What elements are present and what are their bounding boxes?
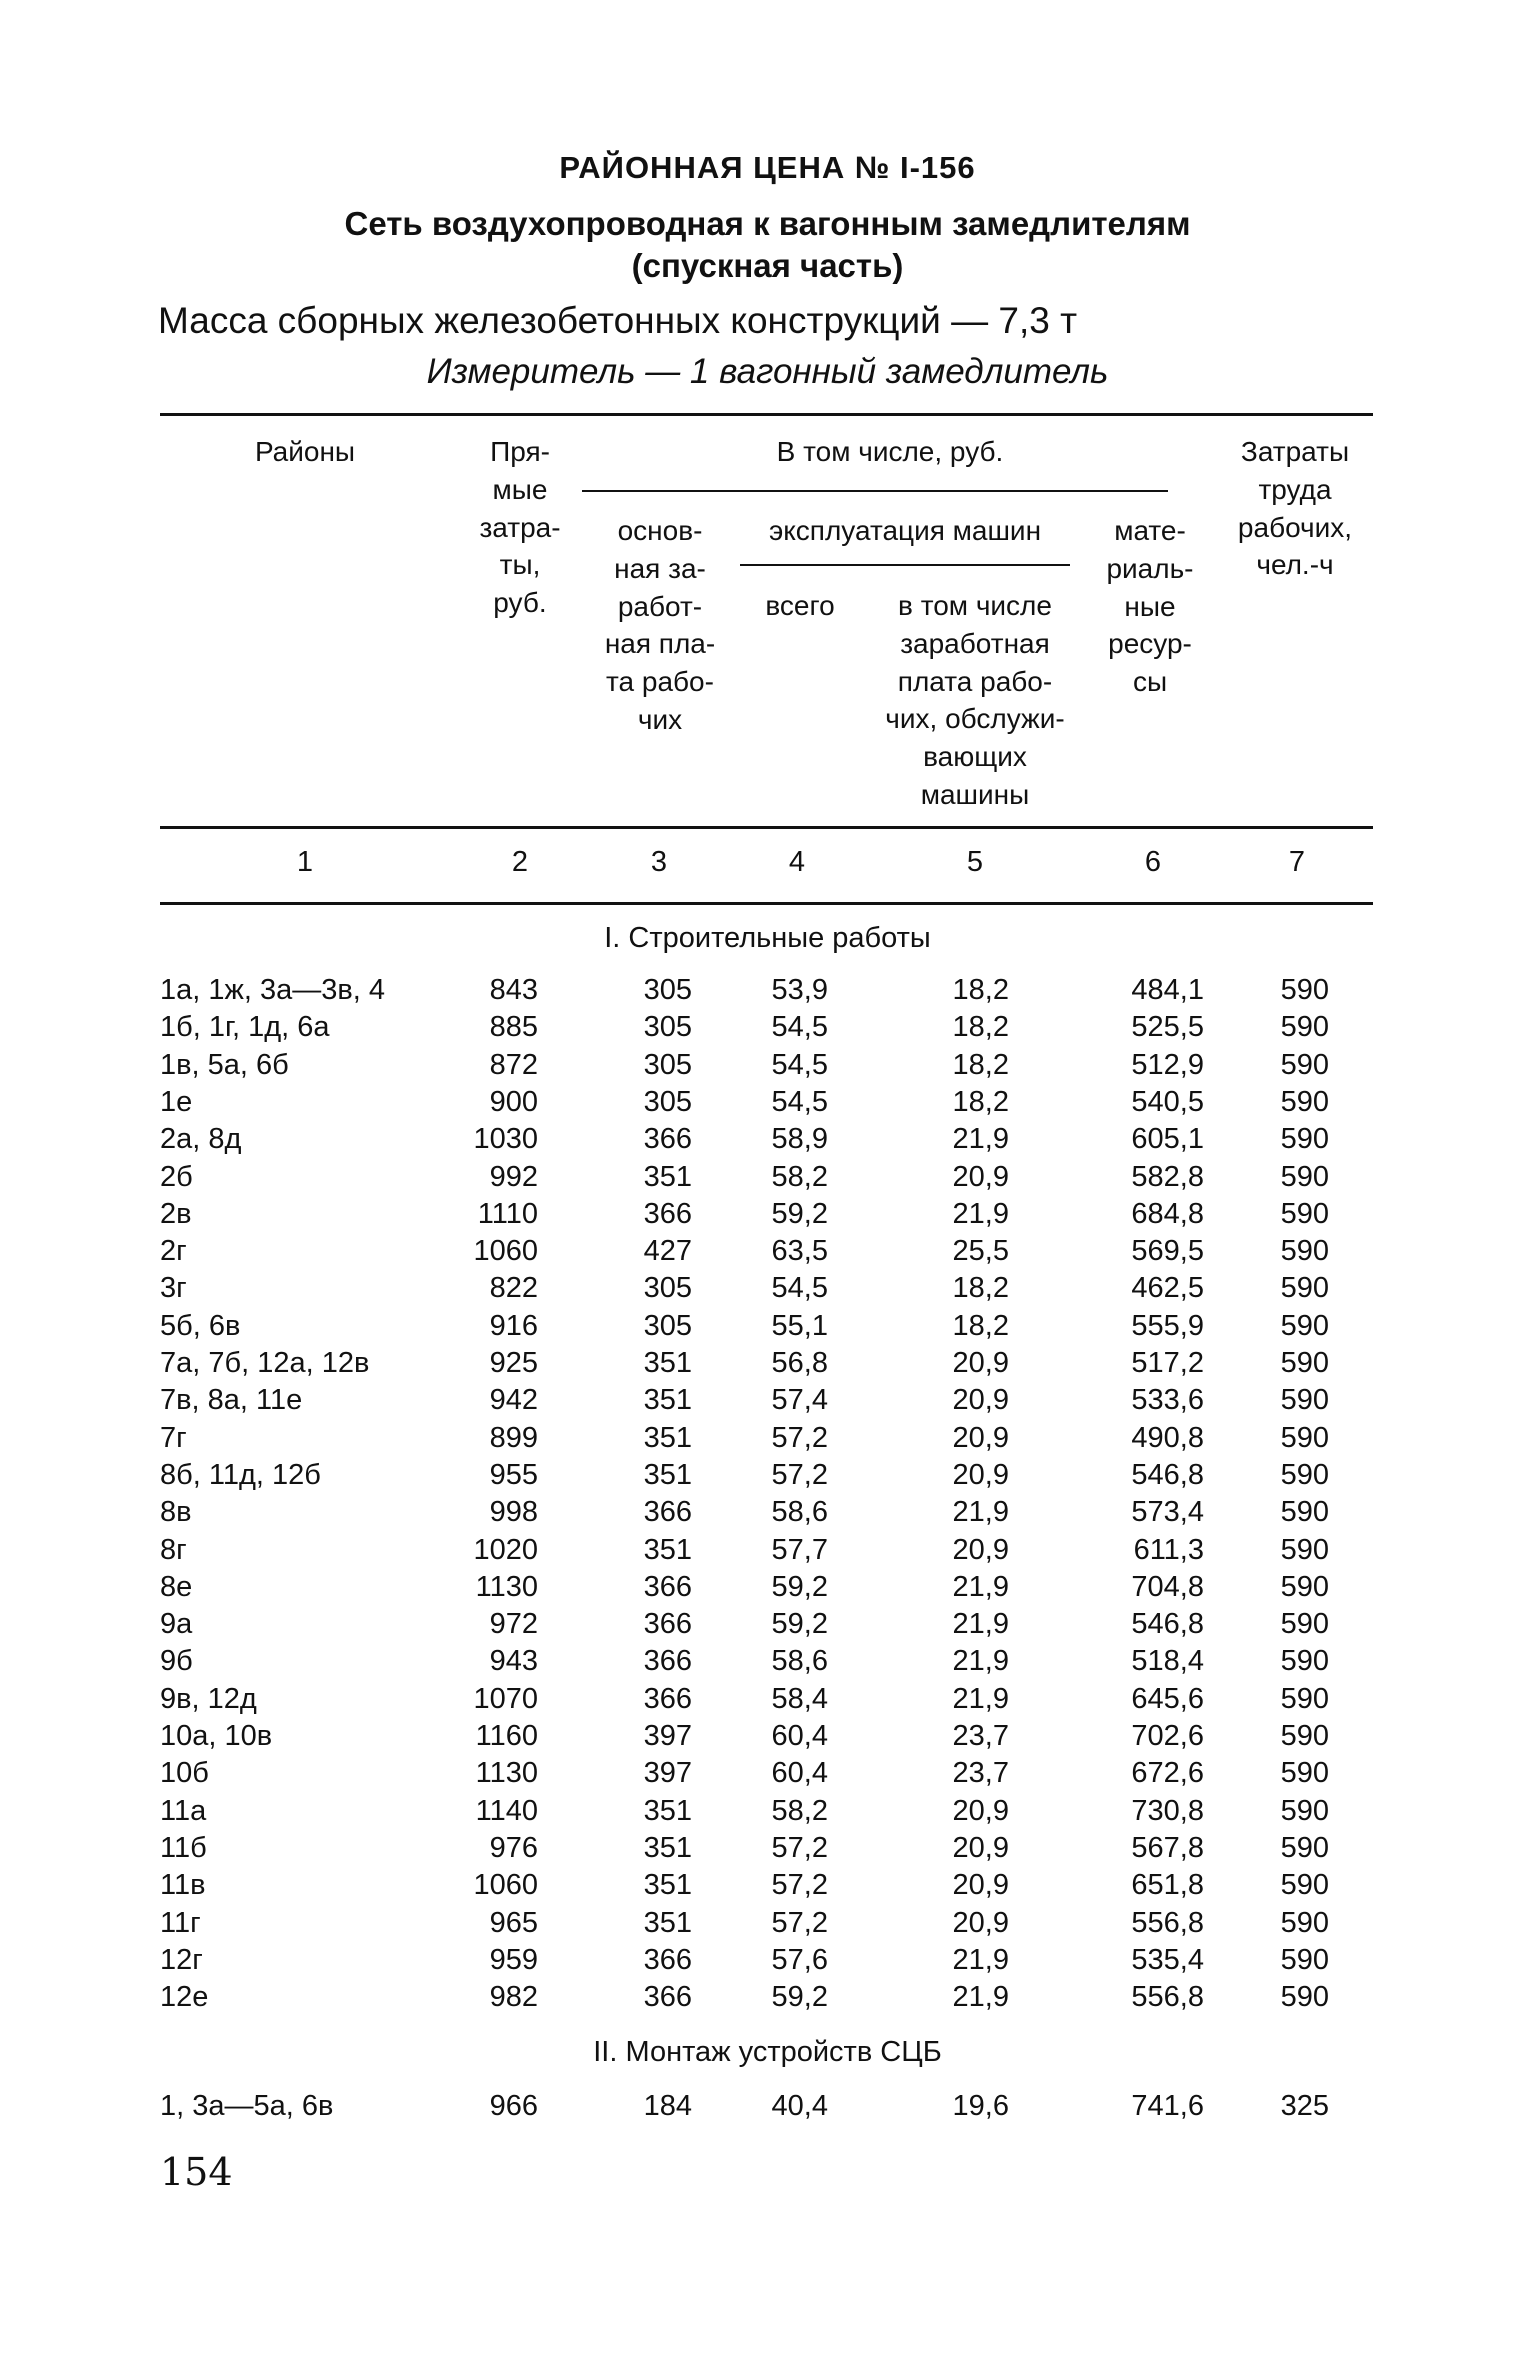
value-cell: 427 bbox=[643, 1235, 692, 1268]
value-cell: 518,4 bbox=[1131, 1645, 1204, 1678]
value-cell: 366 bbox=[643, 1197, 692, 1230]
table-row bbox=[0, 1608, 1535, 1645]
district-cell: 2б bbox=[160, 1160, 193, 1193]
value-cell: 982 bbox=[489, 1981, 538, 2014]
table-row bbox=[0, 1944, 1535, 1981]
table-row bbox=[0, 1683, 1535, 1720]
value-cell: 590 bbox=[1280, 1906, 1329, 1939]
table-row bbox=[0, 1235, 1535, 1272]
value-cell: 872 bbox=[489, 1048, 538, 1081]
value-cell: 590 bbox=[1280, 1533, 1329, 1566]
value-cell: 992 bbox=[489, 1160, 538, 1193]
district-cell: 2а, 8д bbox=[160, 1123, 242, 1156]
value-cell: 590 bbox=[1280, 1794, 1329, 1827]
value-cell: 590 bbox=[1280, 1011, 1329, 1044]
value-cell: 351 bbox=[643, 1347, 692, 1379]
table-row bbox=[0, 1496, 1535, 1533]
value-cell: 21,9 bbox=[952, 1943, 1009, 1976]
district-cell: 8г bbox=[160, 1533, 187, 1566]
table-row bbox=[0, 1310, 1535, 1347]
value-cell: 730,8 bbox=[1131, 1794, 1204, 1827]
document-title-line1: Сеть воздухопроводная к вагонным замедлителям bbox=[344, 205, 1191, 242]
district-cell: 1, 3а—5а, 6в bbox=[160, 2090, 334, 2122]
value-cell: 965 bbox=[489, 1906, 538, 1939]
column-number: 2 bbox=[511, 846, 529, 878]
unit-of-measure: Измеритель — 1 вагонный замедлитель bbox=[426, 352, 1109, 391]
value-cell: 21,9 bbox=[952, 1608, 1009, 1641]
value-cell: 490,8 bbox=[1131, 1421, 1204, 1454]
value-cell: 590 bbox=[1280, 1757, 1329, 1790]
value-cell: 573,4 bbox=[1131, 1496, 1204, 1529]
value-cell: 943 bbox=[489, 1645, 538, 1678]
value-cell: 590 bbox=[1280, 1608, 1329, 1641]
value-cell: 55,1 bbox=[771, 1309, 828, 1342]
value-cell: 23,7 bbox=[952, 1720, 1009, 1752]
value-cell: 955 bbox=[489, 1458, 538, 1491]
value-cell: 18,2 bbox=[952, 1011, 1009, 1044]
table-top-rule bbox=[160, 413, 1373, 416]
value-cell: 57,7 bbox=[771, 1533, 828, 1566]
value-cell: 611,3 bbox=[1133, 1533, 1204, 1566]
table-row bbox=[0, 1869, 1535, 1906]
value-cell: 351 bbox=[643, 1458, 692, 1491]
value-cell: 59,2 bbox=[771, 1197, 828, 1230]
table-row bbox=[0, 974, 1535, 1011]
value-cell: 19,6 bbox=[952, 2090, 1009, 2122]
value-cell: 325 bbox=[1280, 2090, 1329, 2122]
value-cell: 525,5 bbox=[1131, 1011, 1204, 1044]
value-cell: 57,2 bbox=[771, 1906, 828, 1939]
district-cell: 2в bbox=[160, 1197, 192, 1230]
value-cell: 305 bbox=[643, 1011, 692, 1044]
price-number-heading: РАЙОННАЯ ЦЕНА № I-156 bbox=[559, 150, 976, 185]
value-cell: 21,9 bbox=[952, 1197, 1009, 1230]
value-cell: 942 bbox=[489, 1384, 538, 1417]
header-labor: Затраты труда рабочих, чел.-ч bbox=[1237, 436, 1353, 581]
table-row bbox=[0, 2090, 1535, 2127]
value-cell: 462,5 bbox=[1131, 1272, 1204, 1305]
machine-operation-rule bbox=[740, 564, 1070, 566]
value-cell: 672,6 bbox=[1131, 1757, 1204, 1790]
value-cell: 366 bbox=[643, 1496, 692, 1529]
value-cell: 20,9 bbox=[952, 1831, 1009, 1864]
value-cell: 21,9 bbox=[952, 1645, 1009, 1678]
value-cell: 56,8 bbox=[771, 1347, 828, 1379]
value-cell: 21,9 bbox=[952, 1570, 1009, 1603]
district-cell: 1в, 5а, 6б bbox=[160, 1048, 289, 1081]
value-cell: 305 bbox=[643, 1048, 692, 1081]
column-number: 1 bbox=[296, 846, 314, 878]
value-cell: 1140 bbox=[475, 1794, 538, 1827]
value-cell: 590 bbox=[1280, 1309, 1329, 1342]
value-cell: 590 bbox=[1280, 1458, 1329, 1491]
district-cell: 8в bbox=[160, 1496, 192, 1529]
value-cell: 25,5 bbox=[952, 1235, 1009, 1268]
value-cell: 925 bbox=[489, 1347, 538, 1379]
value-cell: 20,9 bbox=[952, 1458, 1009, 1491]
value-cell: 1130 bbox=[475, 1570, 538, 1603]
value-cell: 366 bbox=[643, 1570, 692, 1603]
column-number: 5 bbox=[966, 846, 984, 878]
value-cell: 57,2 bbox=[771, 1869, 828, 1902]
district-cell: 5б, 6в bbox=[160, 1309, 241, 1342]
value-cell: 20,9 bbox=[952, 1906, 1009, 1939]
table-row bbox=[0, 1347, 1535, 1384]
value-cell: 20,9 bbox=[952, 1421, 1009, 1454]
value-cell: 21,9 bbox=[952, 1682, 1009, 1715]
column-numbers-rule bbox=[160, 902, 1373, 905]
value-cell: 590 bbox=[1280, 1943, 1329, 1976]
table-row bbox=[0, 1086, 1535, 1123]
value-cell: 1030 bbox=[473, 1123, 538, 1156]
value-cell: 590 bbox=[1280, 1869, 1329, 1902]
value-cell: 57,2 bbox=[771, 1421, 828, 1454]
value-cell: 1060 bbox=[473, 1869, 538, 1902]
value-cell: 976 bbox=[489, 1831, 538, 1864]
district-cell: 1а, 1ж, 3а—3в, 4 bbox=[160, 974, 386, 1006]
district-cell: 8е bbox=[160, 1570, 193, 1603]
value-cell: 351 bbox=[643, 1160, 692, 1193]
header-districts: Районы bbox=[254, 436, 356, 467]
table-row bbox=[0, 1757, 1535, 1794]
value-cell: 351 bbox=[643, 1794, 692, 1827]
table-row bbox=[0, 1645, 1535, 1682]
value-cell: 998 bbox=[489, 1496, 538, 1529]
value-cell: 590 bbox=[1280, 1570, 1329, 1603]
table-row bbox=[0, 1459, 1535, 1496]
value-cell: 59,2 bbox=[771, 1570, 828, 1603]
header-machine-total: всего bbox=[765, 590, 835, 621]
value-cell: 397 bbox=[643, 1757, 692, 1790]
value-cell: 20,9 bbox=[952, 1160, 1009, 1193]
district-cell: 3г bbox=[160, 1272, 187, 1305]
value-cell: 555,9 bbox=[1131, 1309, 1204, 1342]
district-cell: 11г bbox=[160, 1906, 201, 1939]
value-cell: 54,5 bbox=[771, 1272, 828, 1305]
value-cell: 23,7 bbox=[952, 1757, 1009, 1790]
value-cell: 59,2 bbox=[771, 1981, 828, 2014]
value-cell: 590 bbox=[1280, 1347, 1329, 1379]
table-row bbox=[0, 1049, 1535, 1086]
value-cell: 546,8 bbox=[1131, 1458, 1204, 1491]
table-row bbox=[0, 1534, 1535, 1571]
value-cell: 590 bbox=[1280, 1123, 1329, 1156]
header-bottom-rule bbox=[160, 826, 1373, 829]
value-cell: 822 bbox=[489, 1272, 538, 1305]
district-cell: 2г bbox=[160, 1235, 187, 1268]
district-cell: 1б, 1г, 1д, 6а bbox=[160, 1011, 330, 1044]
value-cell: 18,2 bbox=[952, 1272, 1009, 1305]
value-cell: 1020 bbox=[473, 1533, 538, 1566]
value-cell: 916 bbox=[489, 1309, 538, 1342]
value-cell: 305 bbox=[643, 974, 692, 1006]
value-cell: 590 bbox=[1280, 1496, 1329, 1529]
value-cell: 684,8 bbox=[1131, 1197, 1204, 1230]
value-cell: 57,2 bbox=[771, 1831, 828, 1864]
value-cell: 366 bbox=[643, 1981, 692, 2014]
column-number: 6 bbox=[1144, 846, 1162, 878]
value-cell: 351 bbox=[643, 1869, 692, 1902]
value-cell: 21,9 bbox=[952, 1496, 1009, 1529]
value-cell: 546,8 bbox=[1131, 1608, 1204, 1641]
table-row bbox=[0, 1795, 1535, 1832]
value-cell: 40,4 bbox=[771, 2090, 828, 2122]
table-row bbox=[0, 1198, 1535, 1235]
value-cell: 885 bbox=[489, 1011, 538, 1044]
district-cell: 12г bbox=[160, 1943, 203, 1976]
district-cell: 11а bbox=[160, 1794, 207, 1827]
column-number: 3 bbox=[650, 846, 668, 878]
value-cell: 590 bbox=[1280, 1160, 1329, 1193]
table-row bbox=[0, 1123, 1535, 1160]
table-row bbox=[0, 1571, 1535, 1608]
value-cell: 843 bbox=[489, 974, 538, 1006]
value-cell: 58,4 bbox=[771, 1682, 828, 1715]
header-materials: мате- риаль- ные ресур- сы bbox=[1106, 515, 1194, 698]
table-row bbox=[0, 1272, 1535, 1309]
district-cell: 7в, 8а, 11е bbox=[160, 1384, 303, 1417]
header-including: В том числе, руб. bbox=[776, 436, 1004, 467]
value-cell: 605,1 bbox=[1131, 1123, 1204, 1156]
value-cell: 556,8 bbox=[1131, 1906, 1204, 1939]
district-cell: 9в, 12д bbox=[160, 1682, 257, 1715]
table-row bbox=[0, 1832, 1535, 1869]
value-cell: 18,2 bbox=[952, 974, 1009, 1006]
value-cell: 1060 bbox=[473, 1235, 538, 1268]
value-cell: 590 bbox=[1280, 1421, 1329, 1454]
value-cell: 590 bbox=[1280, 1981, 1329, 2014]
header-machine-operation: эксплуатация машин bbox=[768, 515, 1042, 546]
value-cell: 959 bbox=[489, 1943, 538, 1976]
value-cell: 57,6 bbox=[771, 1943, 828, 1976]
column-number: 4 bbox=[788, 846, 806, 878]
value-cell: 57,2 bbox=[771, 1458, 828, 1491]
district-cell: 9б bbox=[160, 1645, 193, 1678]
table-row bbox=[0, 1384, 1535, 1421]
value-cell: 54,5 bbox=[771, 1011, 828, 1044]
district-cell: 7г bbox=[160, 1421, 187, 1454]
table-row bbox=[0, 1720, 1535, 1757]
value-cell: 351 bbox=[643, 1421, 692, 1454]
value-cell: 54,5 bbox=[771, 1048, 828, 1081]
section-title: I. Строительные работы bbox=[604, 922, 931, 954]
value-cell: 590 bbox=[1280, 1682, 1329, 1715]
value-cell: 512,9 bbox=[1131, 1048, 1204, 1081]
value-cell: 18,2 bbox=[952, 1309, 1009, 1342]
value-cell: 305 bbox=[643, 1085, 692, 1118]
value-cell: 305 bbox=[643, 1309, 692, 1342]
value-cell: 58,2 bbox=[771, 1794, 828, 1827]
value-cell: 60,4 bbox=[771, 1757, 828, 1790]
value-cell: 582,8 bbox=[1131, 1160, 1204, 1193]
value-cell: 53,9 bbox=[771, 974, 828, 1006]
value-cell: 1070 bbox=[473, 1682, 538, 1715]
value-cell: 58,6 bbox=[771, 1496, 828, 1529]
value-cell: 535,4 bbox=[1131, 1943, 1204, 1976]
column-number: 7 bbox=[1288, 846, 1306, 878]
district-cell: 8б, 11д, 12б bbox=[160, 1458, 321, 1491]
value-cell: 590 bbox=[1280, 1235, 1329, 1268]
value-cell: 20,9 bbox=[952, 1347, 1009, 1379]
value-cell: 651,8 bbox=[1131, 1869, 1204, 1902]
value-cell: 366 bbox=[643, 1682, 692, 1715]
table-row bbox=[0, 1011, 1535, 1048]
value-cell: 702,6 bbox=[1131, 1720, 1204, 1752]
value-cell: 20,9 bbox=[952, 1384, 1009, 1417]
value-cell: 63,5 bbox=[771, 1235, 828, 1268]
value-cell: 20,9 bbox=[952, 1794, 1009, 1827]
value-cell: 590 bbox=[1280, 1831, 1329, 1864]
value-cell: 484,1 bbox=[1131, 974, 1204, 1006]
value-cell: 533,6 bbox=[1131, 1384, 1204, 1417]
value-cell: 741,6 bbox=[1131, 2090, 1204, 2122]
value-cell: 567,8 bbox=[1131, 1831, 1204, 1864]
district-cell: 7а, 7б, 12а, 12в bbox=[160, 1347, 370, 1379]
value-cell: 397 bbox=[643, 1720, 692, 1752]
value-cell: 590 bbox=[1280, 1197, 1329, 1230]
table-row bbox=[0, 1907, 1535, 1944]
value-cell: 366 bbox=[643, 1608, 692, 1641]
including-rule bbox=[582, 490, 1168, 492]
value-cell: 351 bbox=[643, 1384, 692, 1417]
value-cell: 645,6 bbox=[1131, 1682, 1204, 1715]
value-cell: 184 bbox=[643, 2090, 692, 2122]
value-cell: 1160 bbox=[475, 1720, 538, 1752]
value-cell: 590 bbox=[1280, 1645, 1329, 1678]
district-cell: 12е bbox=[160, 1981, 209, 2014]
value-cell: 590 bbox=[1280, 1085, 1329, 1118]
value-cell: 366 bbox=[643, 1123, 692, 1156]
value-cell: 18,2 bbox=[952, 1048, 1009, 1081]
district-cell: 11б bbox=[160, 1831, 207, 1864]
mass-note: Масса сборных железобетонных конструкций — 7,3 т bbox=[158, 300, 1078, 341]
value-cell: 57,4 bbox=[771, 1384, 828, 1417]
value-cell: 18,2 bbox=[952, 1085, 1009, 1118]
district-cell: 11в bbox=[160, 1869, 206, 1902]
value-cell: 21,9 bbox=[952, 1123, 1009, 1156]
value-cell: 20,9 bbox=[952, 1869, 1009, 1902]
value-cell: 58,2 bbox=[771, 1160, 828, 1193]
document-title-line2: (спускная часть) bbox=[631, 247, 904, 284]
value-cell: 972 bbox=[489, 1608, 538, 1641]
value-cell: 351 bbox=[643, 1533, 692, 1566]
section-title: II. Монтаж устройств СЦБ bbox=[593, 2036, 942, 2068]
value-cell: 590 bbox=[1280, 974, 1329, 1006]
value-cell: 1110 bbox=[477, 1197, 538, 1230]
table-row bbox=[0, 1161, 1535, 1198]
value-cell: 899 bbox=[489, 1421, 538, 1454]
district-cell: 1е bbox=[160, 1085, 193, 1118]
value-cell: 540,5 bbox=[1131, 1085, 1204, 1118]
page-number: 154 bbox=[160, 2150, 233, 2194]
value-cell: 351 bbox=[643, 1831, 692, 1864]
value-cell: 54,5 bbox=[771, 1085, 828, 1118]
value-cell: 590 bbox=[1280, 1272, 1329, 1305]
value-cell: 900 bbox=[489, 1085, 538, 1118]
value-cell: 21,9 bbox=[952, 1981, 1009, 2014]
header-incl-wage: в том числе заработная плата рабо- чих, обслужи- вающих машины bbox=[885, 590, 1065, 810]
value-cell: 556,8 bbox=[1131, 1981, 1204, 2014]
district-cell: 10б bbox=[160, 1757, 209, 1790]
value-cell: 366 bbox=[643, 1645, 692, 1678]
district-cell: 9а bbox=[160, 1608, 193, 1641]
value-cell: 305 bbox=[643, 1272, 692, 1305]
value-cell: 966 bbox=[489, 2090, 538, 2122]
value-cell: 704,8 bbox=[1131, 1570, 1204, 1603]
value-cell: 351 bbox=[643, 1906, 692, 1939]
value-cell: 517,2 bbox=[1131, 1347, 1204, 1379]
value-cell: 58,6 bbox=[771, 1645, 828, 1678]
value-cell: 590 bbox=[1280, 1720, 1329, 1752]
value-cell: 1130 bbox=[475, 1757, 538, 1790]
district-cell: 10а, 10в bbox=[160, 1720, 273, 1752]
value-cell: 59,2 bbox=[771, 1608, 828, 1641]
value-cell: 58,9 bbox=[771, 1123, 828, 1156]
value-cell: 569,5 bbox=[1131, 1235, 1204, 1268]
value-cell: 590 bbox=[1280, 1384, 1329, 1417]
header-base-wage: основ- ная за- работ- ная пла- та рабо- чих bbox=[604, 515, 716, 735]
header-direct-costs: Пря- мые затра- ты, руб. bbox=[479, 436, 561, 619]
value-cell: 590 bbox=[1280, 1048, 1329, 1081]
value-cell: 60,4 bbox=[771, 1720, 828, 1752]
table-row bbox=[0, 1981, 1535, 2018]
value-cell: 20,9 bbox=[952, 1533, 1009, 1566]
table-row bbox=[0, 1422, 1535, 1459]
value-cell: 366 bbox=[643, 1943, 692, 1976]
